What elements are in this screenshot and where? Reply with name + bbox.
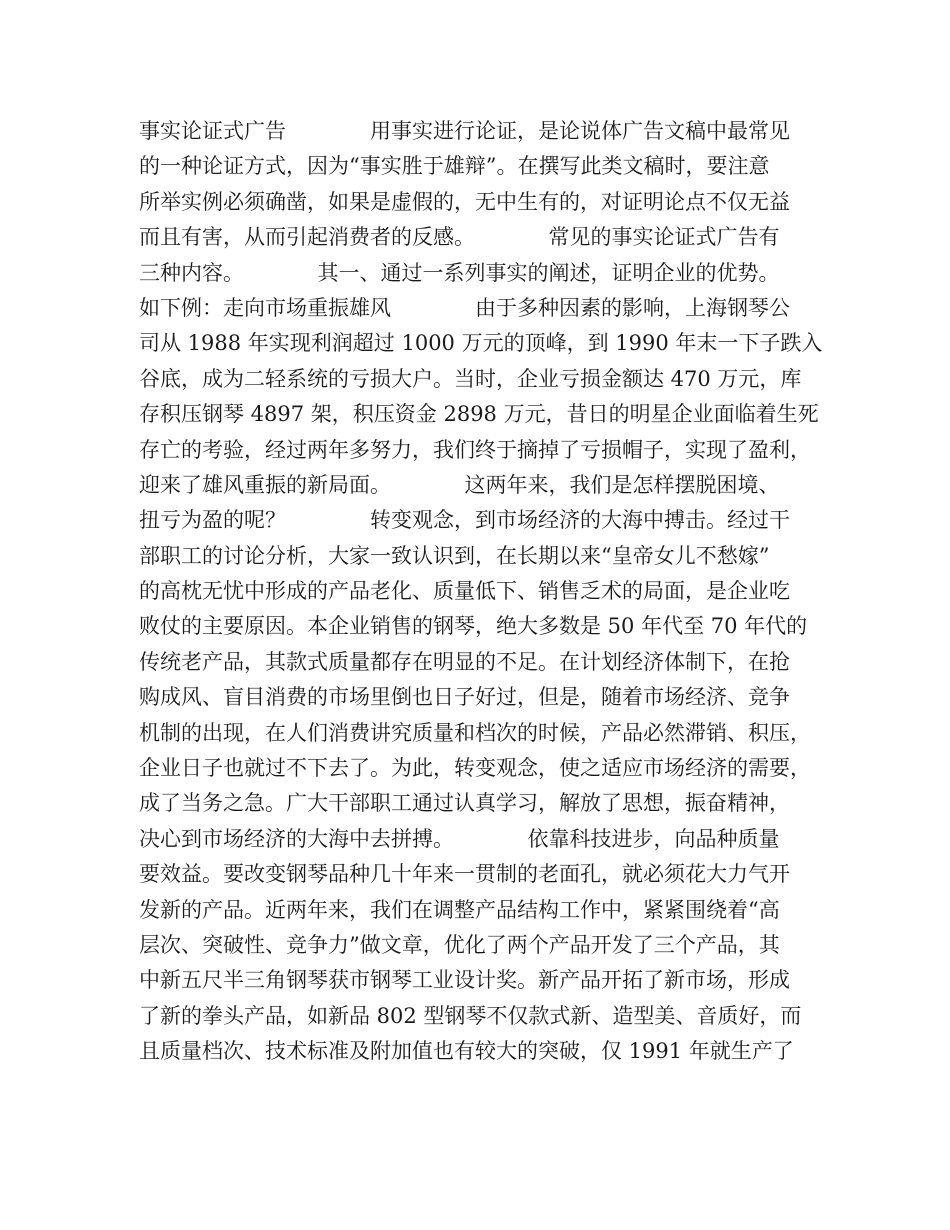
body-text	[139, 114, 839, 1070]
text-line: 成了当务之急。广大干部职工通过认真学习，解放了思想，振奋精神，	[139, 791, 790, 816]
text-line: 要效益。要改变钢琴品种几十年来一贯制的老面孔，就必须花大力气开	[139, 862, 790, 887]
text-line: 发新的产品。近两年来，我们在调整产品结构工作中，紧紧围绕着“高	[139, 897, 780, 922]
text-line: 部职工的讨论分析，大家一致认识到，在长期以来“皇帝女儿不愁嫁”	[139, 543, 770, 568]
text-line: 企业日子也就过不下去了。为此，转变观念，使之适应市场经济的需要，	[139, 756, 811, 781]
text-line: 层次、突破性、竞争力”做文章，优化了两个产品开发了三个产品，其	[139, 932, 780, 957]
text-line: 传统老产品，其款式质量都存在明显的不足。在计划经济体制下，在抢	[139, 649, 790, 674]
text-line: 存积压钢琴 4897 架，积压资金 2898 万元，昔日的明星企业面临着生死	[139, 402, 819, 427]
text-line: 了新的拳头产品，如新品 802 型钢琴不仅款式新、造型美、音质好，而	[139, 1003, 802, 1028]
text-line: 司从 1988 年实现利润超过 1000 万元的顶峰，到 1990 年末一下子跌入	[139, 331, 823, 356]
text-line: 事实论证式广告 用事实进行论证，是论说体广告文稿中最常见	[139, 119, 790, 143]
text-line: 迎来了雄风重振的新局面。 这两年来，我们是怎样摆脱困境、	[139, 472, 780, 497]
text-line: 而且有害，从而引起消费者的反感。 常见的事实论证式广告有	[139, 225, 780, 250]
text-line: 的高枕无忧中形成的产品老化、质量低下、销售乏术的局面，是企业吃	[139, 579, 790, 604]
text-line: 中新五尺半三角钢琴获市钢琴工业设计奖。新产品开拓了新市场，形成	[139, 968, 790, 993]
text-line: 如下例：走向市场重振雄风 由于多种因素的影响，上海钢琴公	[139, 295, 790, 320]
text-line: 机制的出现，在人们消费讲究质量和档次的时候，产品必然滞销、积压，	[139, 720, 811, 745]
text-line: 谷底，成为二轻系统的亏损大户。当时，企业亏损金额达 470 万元，库	[139, 366, 802, 391]
text-line: 存亡的考验，经过两年多努力，我们终于摘掉了亏损帽子，实现了盈利，	[139, 437, 811, 462]
text-line: 败仗的主要原因。本企业销售的钢琴，绝大多数是 50 年代至 70 年代的	[139, 614, 808, 639]
text-line: 扭亏为盈的呢？ 转变观念，到市场经济的大海中搏击。经过干	[139, 508, 790, 533]
text-line: 购成风、盲目消费的市场里倒也日子好过，但是，随着市场经济、竞争	[139, 685, 790, 710]
text-line: 决心到市场经济的大海中去拼搏。 依靠科技进步，向品种质量	[139, 826, 780, 851]
text-line: 三种内容。 其一、通过一系列事实的阐述，证明企业的优势。	[139, 260, 780, 285]
text-line: 且质量档次、技术标准及附加值也有较大的突破，仅 1991 年就生产了	[139, 1039, 794, 1064]
text-line: 所举实例必须确凿，如果是虚假的，无中生有的，对证明论点不仅无益	[139, 189, 790, 214]
text-line: 的一种论证方式，因为“事实胜于雄辩”。在撰写此类文稿时，要注意	[139, 154, 770, 179]
